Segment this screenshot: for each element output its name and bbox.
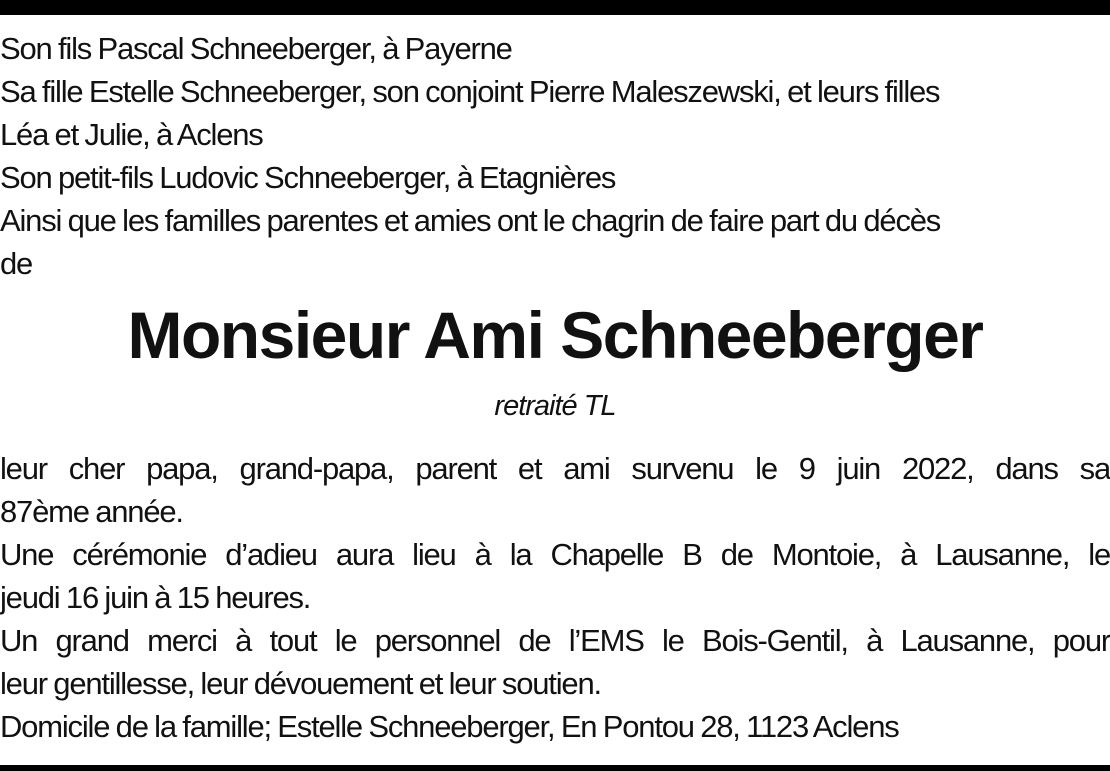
intro-line-6: de xyxy=(0,246,33,281)
details-line-1: leur cher papa, grand-papa, parent et ami survenu le 9 juin 2022, dans sa xyxy=(0,451,1110,486)
top-border-rule xyxy=(0,0,1110,15)
details-line-3: Une cérémonie d’adieu aura lieu à la Chapelle B de Montoie, à Lausanne, le xyxy=(0,537,1110,572)
deceased-name: Monsieur Ami Schneeberger xyxy=(127,298,983,372)
obituary-details xyxy=(0,447,1110,748)
intro-line-3: Léa et Julie, à Aclens xyxy=(0,117,263,152)
details-line-5: Un grand merci à tout le personnel de l’EMS le Bois-Gentil, à Lausanne, pour xyxy=(0,623,1110,658)
intro-line-5: Ainsi que les familles parentes et amies ont le chagrin de faire part du décès xyxy=(0,203,941,238)
intro-line-1: Son fils Pascal Schneeberger, à Payerne xyxy=(0,31,512,66)
details-line-6: leur gentillesse, leur dévouement et leur soutien. xyxy=(0,666,601,701)
deceased-title: retraité TL xyxy=(494,390,616,422)
details-line-2: 87ème année. xyxy=(0,494,183,529)
details-line-4: jeudi 16 juin à 15 heures. xyxy=(0,580,311,615)
family-announcement xyxy=(0,27,1110,285)
intro-line-2: Sa fille Estelle Schneeberger, son conjoint Pierre Maleszewski, et leurs filles xyxy=(0,74,940,109)
intro-line-4: Son petit-fils Ludovic Schneeberger, à Etagnières xyxy=(0,160,616,195)
bottom-border-rule xyxy=(0,765,1110,771)
details-line-7: Domicile de la famille; Estelle Schneeberger, En Pontou 28, 1123 Aclens xyxy=(0,709,899,744)
